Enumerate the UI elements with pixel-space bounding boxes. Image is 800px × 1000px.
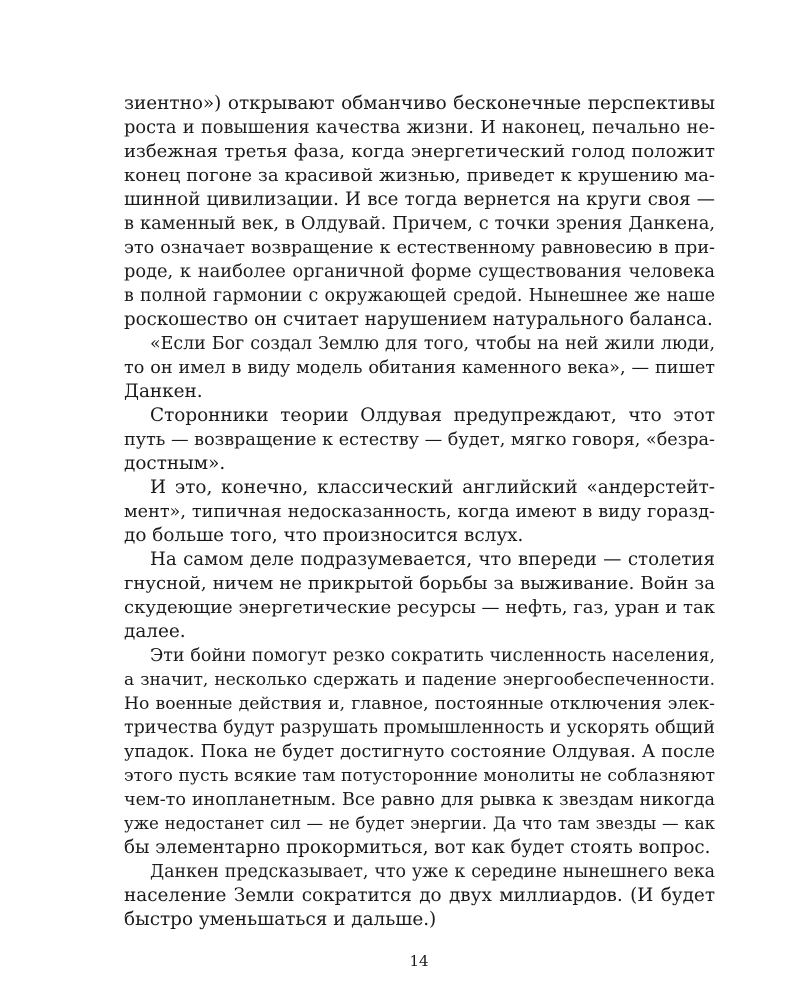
text-line: достным». (124, 453, 226, 474)
text-line: бы элементарно прокормиться, вот как будет стоять вопрос. (124, 837, 711, 858)
text-line: роскошество он считает нарушением натурального баланса. (124, 309, 713, 330)
text-line: быстро уменьшаться и дальше.) (124, 909, 437, 930)
text-line: Сторонники теории Олдувая предупреждают, что этот (150, 405, 715, 426)
text-line: тричества будут разрушать промышленность и ускорять общий (124, 718, 715, 738)
text-line: уже недостанет сил — не будет энергии. Да что там звезды — как (124, 814, 715, 833)
text-line: На самом деле подразумевается, что впереди — столетия (150, 549, 715, 570)
text-line: конец погоне за красивой жизнью, приведет к крушению ма- (124, 165, 715, 186)
text-line: мент», типичная недосказанность, когда имеют в виду горазд- (124, 502, 715, 522)
text-line: это означает возвращение к естественному равновесию в при- (124, 238, 715, 258)
text-line: а значит, несколько сдержать и падение энергообеспеченности. (124, 670, 715, 690)
text-line: в каменный век, в Олдувай. Причем, с точки зрения Данкена, (124, 213, 715, 234)
text-line: Данкен предсказывает, что уже к середине нынешнего века (150, 862, 715, 882)
text-line: этого пусть всякие там потусторонние монолиты не соблазняют (124, 766, 715, 786)
text-line: до больше того, что произносится вслух. (124, 525, 524, 546)
text-line: И это, конечно, классический английский «андерстейт- (150, 477, 715, 498)
text-line: чем-то инопланетным. Все равно для рывка к звездам никогда (124, 790, 715, 810)
text-line: роде, к наиболее органичной форме существования человека (124, 261, 715, 282)
text-line: Но военные действия и, главное, постоянные отключения элек- (124, 694, 715, 714)
text-line: Эти бойни помогут резко сократить численность населения, (150, 646, 715, 666)
text-line: скудеющие энергетические ресурсы — нефть, газ, уран и так (124, 597, 715, 618)
text-line: в полной гармонии с окружающей средой. Нынешнее же наше (124, 286, 715, 306)
text-line: население Земли сократится до двух миллиардов. (И будет (124, 885, 715, 906)
text-line: «Если Бог создал Землю для того, чтобы на ней жили люди, (150, 334, 715, 354)
text-line: то он имел в виду модель обитания каменного века», — пишет (124, 358, 715, 378)
page-number: 14 (409, 952, 429, 970)
text-line: путь — возвращение к естеству — будет, мягко говоря, «безра- (124, 430, 715, 450)
text-line: гнусной, ничем не прикрытой борьбы за выживание. Войн за (124, 573, 715, 594)
text-line: избежная третья фаза, когда энергетический голод положит (124, 141, 715, 162)
text-line: далее. (124, 621, 186, 642)
text-line: упадок. Пока не будет достигнуто состояние Олдувая. А после (124, 742, 715, 762)
text-line: Данкен. (124, 381, 203, 402)
text-line: зиентно») открывают обманчиво бесконечные перспективы (124, 93, 715, 114)
text-line: роста и повышения качества жизни. И наконец, печально не- (124, 117, 715, 138)
text-line: шинной цивилизации. И все тогда вернется на круги своя — (124, 189, 715, 210)
